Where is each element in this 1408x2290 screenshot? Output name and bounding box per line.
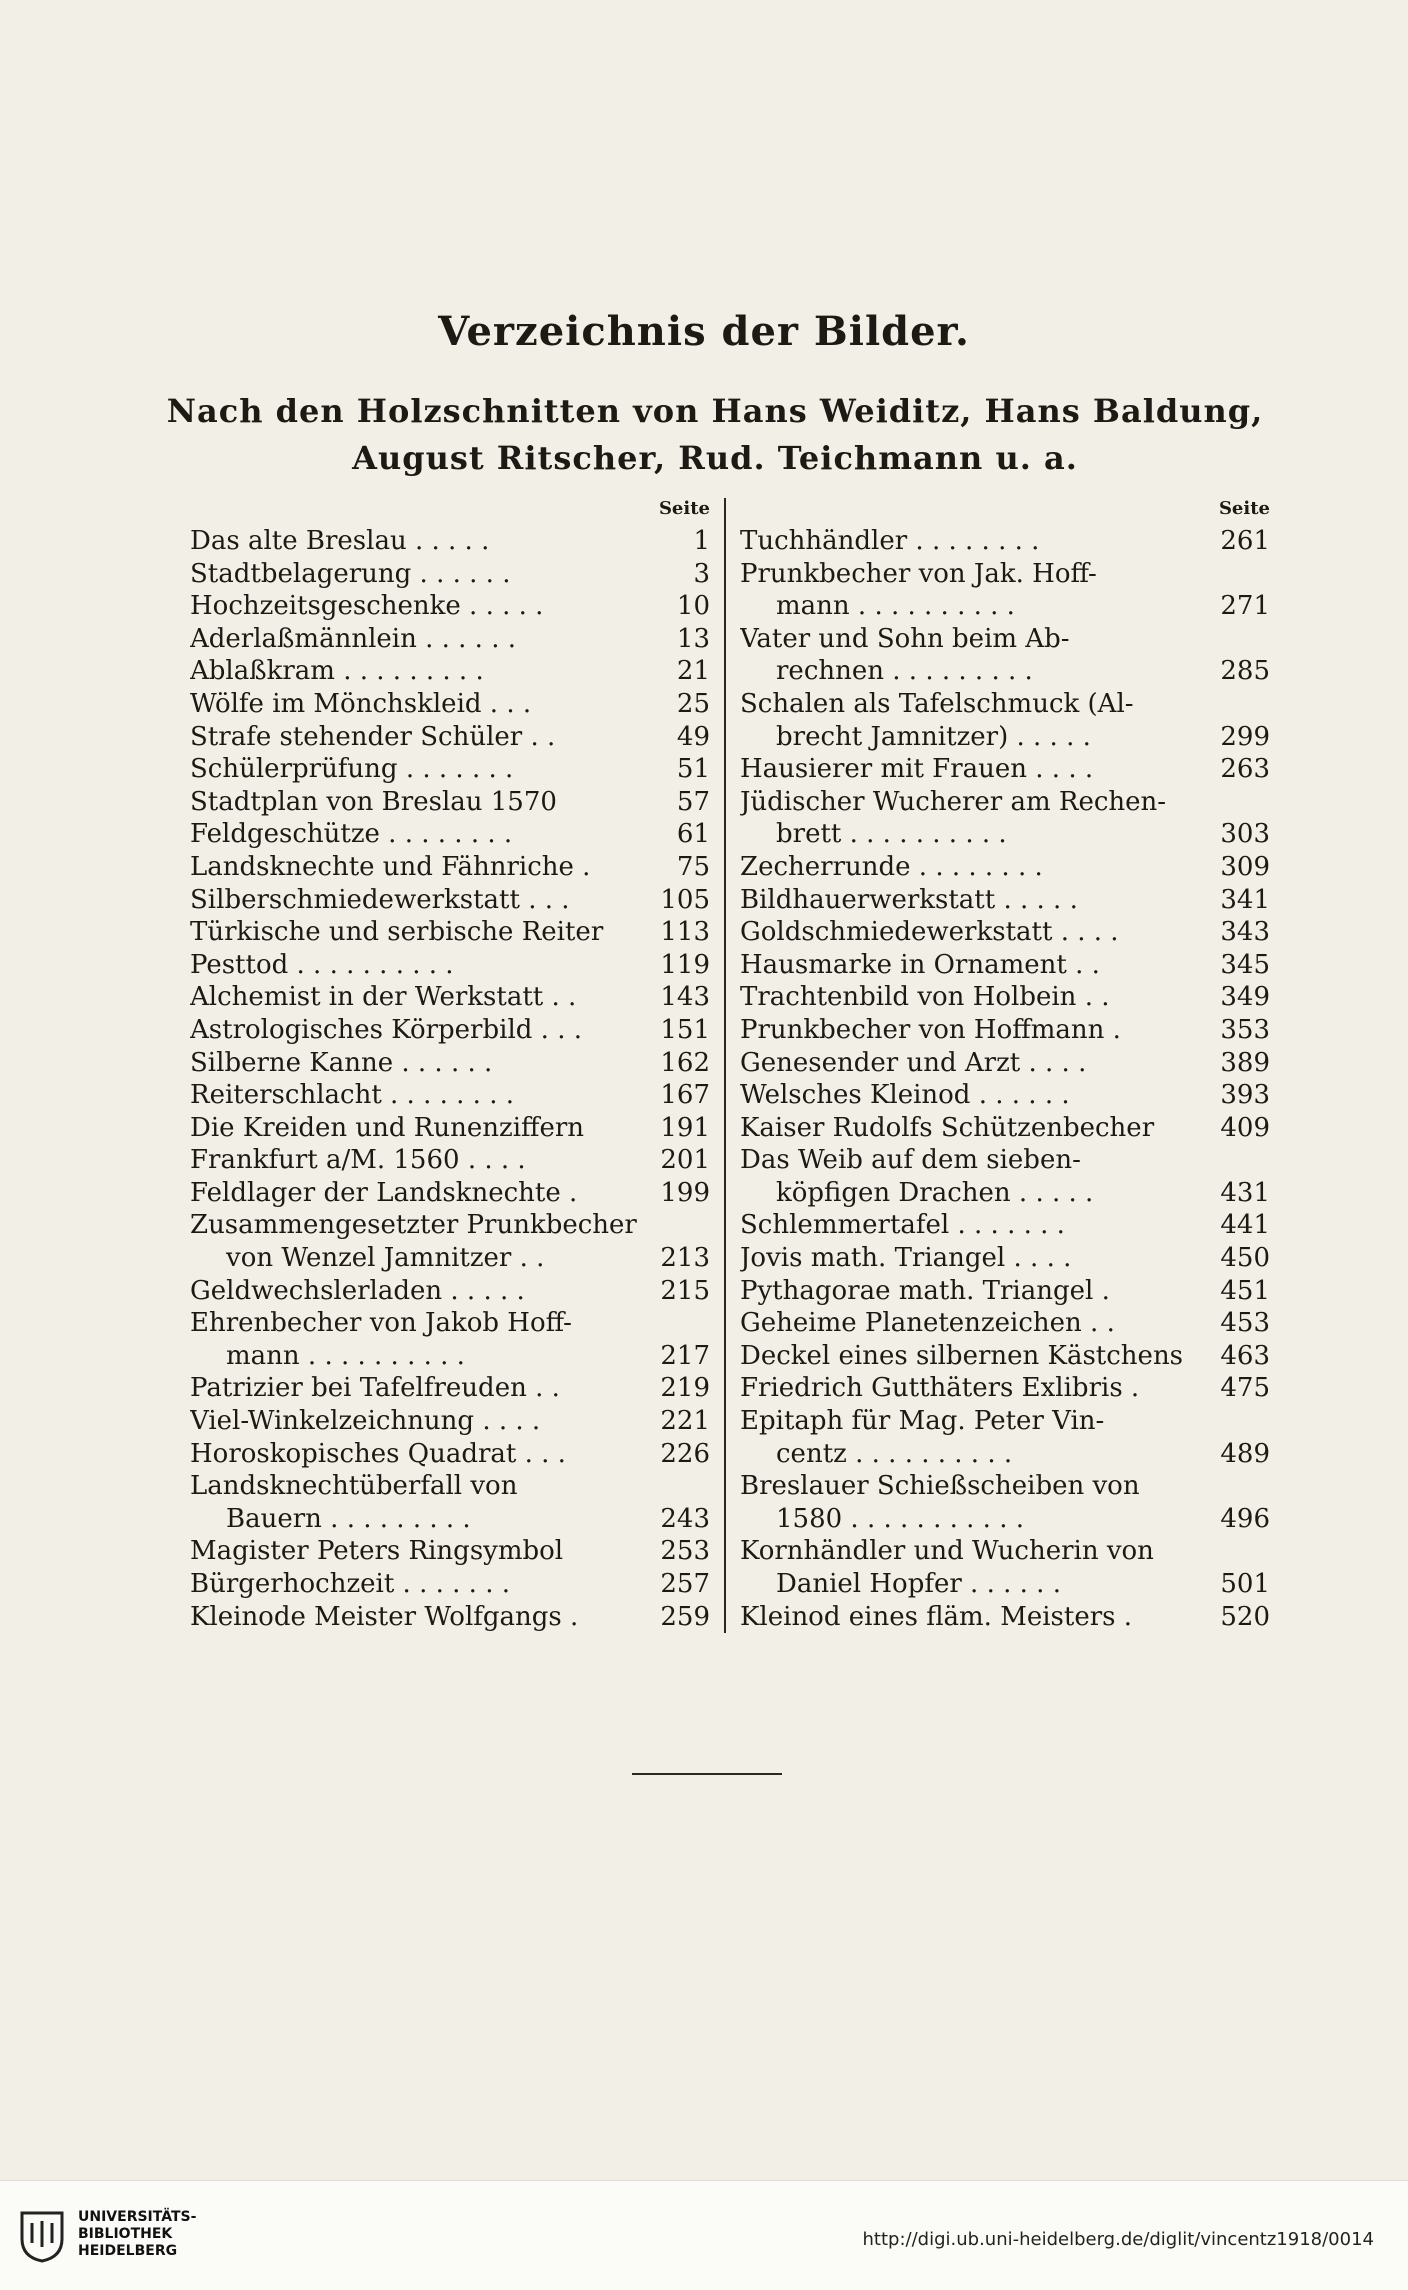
entry-page-number: 463 [1220,1340,1270,1371]
entry-page-number: 475 [1220,1373,1270,1404]
index-entry [190,624,710,657]
index-entry [740,1276,1270,1309]
source-url[interactable]: http://digi.ub.uni-heidelberg.de/diglit/vincentz1918/0014 [862,2229,1374,2250]
entry-page-number: 151 [660,1014,710,1045]
index-entry [190,819,710,852]
entry-page-number: 13 [676,623,710,654]
index-entry [190,1243,710,1276]
entry-title: Ehrenbecher von Jakob Hoff- [190,1308,572,1339]
entry-page-number: 25 [676,688,710,719]
entry-title: Aderlaßmännlein . . . . . . [190,623,517,654]
entry-title: Bürgerhochzeit . . . . . . . [190,1569,510,1599]
entry-page-number: 213 [660,1243,710,1274]
entry-title: Prunkbecher von Hoffmann . [740,1014,1121,1045]
index-entry [740,1145,1270,1178]
entry-page-number: 1 [693,526,710,556]
right-entry-list [740,526,1270,1634]
page-title: Verzeichnis der Bilder. [438,308,970,355]
entry-title: Geldwechslerladen . . . . . [190,1275,525,1306]
index-entry [190,1439,710,1472]
entry-title: Reiterschlacht . . . . . . . . [190,1080,514,1111]
entry-title: Landsknechtüberfall von [190,1471,518,1502]
left-page-header: Seite [658,498,710,519]
entry-page-number: 496 [1220,1503,1270,1534]
index-entry [190,1373,710,1406]
entry-page-number: 271 [1220,591,1270,622]
entry-page-number: 341 [1220,884,1270,915]
entry-title: Pythagorae math. Triangel . [740,1275,1110,1306]
entry-title: Hochzeitsgeschenke . . . . . [190,591,544,622]
entry-page-number: 167 [660,1080,710,1111]
entry-title: Horoskopisches Quadrat . . . [190,1438,566,1469]
logo-line-1: UNIVERSITÄTS- [78,2209,197,2225]
entry-title: Schülerprüfung . . . . . . . [190,754,514,785]
index-entry [740,1210,1270,1243]
index-entry [190,689,710,722]
entry-title: Landsknechte und Fähnriche . [190,851,591,882]
entry-title: Tuchhändler . . . . . . . . [740,526,1040,556]
index-entry [190,1602,710,1635]
entry-title: Silberne Kanne . . . . . . [190,1047,493,1078]
index-entry [740,1373,1270,1406]
entry-title: Hausmarke in Ornament . . [740,949,1100,980]
entry-title: Patrizier bei Tafelfreuden . . [190,1373,560,1404]
entry-page-number: 243 [660,1503,710,1534]
entry-page-number: 263 [1220,754,1270,785]
entry-page-number: 409 [1220,1112,1270,1143]
index-entry [190,1113,710,1146]
entry-page-number: 162 [660,1047,710,1078]
subtitle-line-2: August Ritscher, Rud. Teichmann u. a. [352,439,1078,477]
entry-page-number: 199 [660,1177,710,1208]
index-entry [740,1243,1270,1276]
index-entry [740,982,1270,1015]
entry-page-number: 143 [660,982,710,1013]
index-entry [190,1080,710,1113]
entry-page-number: 441 [1220,1210,1270,1241]
entry-page-number: 259 [660,1601,710,1632]
left-index-column [190,498,710,1634]
entry-page-number: 345 [1220,949,1270,980]
index-entry [740,1504,1270,1537]
index-entry [740,787,1270,820]
entry-title: brecht Jamnitzer) . . . . . [776,721,1091,752]
entry-page-number: 75 [676,851,710,882]
entry-page-number: 49 [676,721,710,752]
entry-title: Breslauer Schießscheiben von [740,1471,1140,1502]
index-entry [190,656,710,689]
index-entry [740,1178,1270,1211]
entry-page-number: 57 [676,786,710,817]
entry-page-number: 201 [660,1145,710,1176]
entry-title: Kleinod eines fläm. Meisters . [740,1601,1133,1632]
index-entry [190,526,710,559]
index-entry [190,917,710,950]
entry-page-number: 219 [660,1373,710,1404]
entry-page-number: 261 [1220,526,1270,556]
entry-page-number: 217 [660,1340,710,1371]
entry-title: Deckel eines silbernen Kästchens [740,1340,1184,1371]
subtitle-line-1: Nach den Holzschnitten von Hans Weiditz, Hans Baldung, [166,392,1264,430]
entry-title: Schlemmertafel . . . . . . . [740,1210,1065,1241]
entry-page-number: 21 [676,656,710,687]
entry-title: Frankfurt a/M. 1560 . . . . [190,1145,526,1176]
index-entry [740,559,1270,592]
entry-page-number: 3 [693,558,710,589]
index-entry [740,1015,1270,1048]
index-entry [190,1048,710,1081]
entry-page-number: 303 [1220,819,1270,850]
column-divider [724,498,726,1633]
index-entry [740,852,1270,885]
entry-title: Das Weib auf dem sieben- [740,1145,1081,1176]
entry-title: Genesender und Arzt . . . . [740,1047,1087,1078]
index-entry [190,1406,710,1439]
index-entry [190,1504,710,1537]
index-entry [190,1145,710,1178]
index-entry [190,1308,710,1341]
library-logo-text [78,2209,196,2260]
entry-title: von Wenzel Jamnitzer . . [226,1243,545,1274]
index-entry [190,591,710,624]
index-entry [740,1536,1270,1569]
closing-rule [632,1773,782,1775]
entry-title: Viel-Winkelzeichnung . . . . [190,1406,541,1437]
entry-title: Daniel Hopfer . . . . . . [776,1569,1061,1599]
entry-page-number: 299 [1220,721,1270,752]
index-entry [740,1569,1270,1602]
index-entry [740,1048,1270,1081]
entry-title: 1580 . . . . . . . . . . . [776,1503,1024,1534]
entry-title: Hausierer mit Frauen . . . . [740,754,1094,785]
index-entry [190,1276,710,1309]
entry-title: Feldlager der Landsknechte . [190,1177,578,1208]
index-entry [190,1015,710,1048]
index-entry [740,526,1270,559]
entry-title: Astrologisches Körperbild . . . [190,1014,582,1045]
entry-page-number: 105 [660,884,710,915]
index-entry [740,1341,1270,1374]
index-entry [740,1471,1270,1504]
entry-page-number: 393 [1220,1080,1270,1111]
entry-title: Türkische und serbische Reiter [190,917,604,948]
logo-line-2: BIBLIOTHEK [78,2226,173,2242]
index-entry [740,689,1270,722]
index-entry [190,559,710,592]
index-entry [740,1113,1270,1146]
index-entry [740,1406,1270,1439]
entry-page-number: 520 [1220,1601,1270,1632]
entry-title: centz . . . . . . . . . . [776,1438,1013,1469]
entry-page-number: 61 [676,819,710,850]
entry-title: Zusammengesetzter Prunkbecher [190,1210,637,1241]
entry-title: Jovis math. Triangel . . . . [740,1243,1072,1274]
entry-page-number: 501 [1220,1569,1270,1599]
index-entry [190,885,710,918]
entry-title: Das alte Breslau . . . . . [190,526,490,556]
entry-title: mann . . . . . . . . . . [776,591,1015,622]
entry-title: Welsches Kleinod . . . . . . [740,1080,1070,1111]
entry-page-number: 431 [1220,1177,1270,1208]
right-page-header: Seite [1218,498,1270,519]
index-entry [740,885,1270,918]
index-entry [740,722,1270,755]
entry-page-number: 453 [1220,1308,1270,1339]
entry-title: Stadtplan von Breslau 1570 [190,786,557,817]
entry-page-number: 51 [676,754,710,785]
index-entry [190,1536,710,1569]
index-entry [740,591,1270,624]
index-entry [740,754,1270,787]
logo-line-3: HEIDELBERG [78,2243,178,2259]
entry-title: Jüdischer Wucherer am Rechen- [740,786,1167,817]
index-entry [190,722,710,755]
index-entry [740,1308,1270,1341]
index-entry [190,950,710,983]
index-entry [740,624,1270,657]
entry-title: Stadtbelagerung . . . . . . [190,558,511,589]
index-entry [190,787,710,820]
entry-title: Alchemist in der Werkstatt . . [190,982,577,1013]
entry-page-number: 285 [1220,656,1270,687]
entry-title: Kaiser Rudolfs Schützenbecher [740,1112,1155,1143]
index-entry [190,754,710,787]
entry-page-number: 389 [1220,1047,1270,1078]
entry-title: Vater und Sohn beim Ab- [740,623,1070,654]
entry-title: Friedrich Gutthäters Exlibris . [740,1373,1140,1404]
index-entry [190,1471,710,1504]
library-footer [0,2180,1408,2290]
index-entry [190,852,710,885]
entry-page-number: 343 [1220,917,1270,948]
entry-title: Feldgeschütze . . . . . . . . [190,819,513,850]
entry-title: Silberschmiedewerkstatt . . . [190,884,570,915]
entry-title: Epitaph für Mag. Peter Vin- [740,1406,1105,1437]
entry-title: Goldschmiedewerkstatt . . . . [740,917,1119,948]
entry-title: Die Kreiden und Runenziffern [190,1112,585,1143]
index-entry [740,819,1270,852]
entry-page-number: 489 [1220,1438,1270,1469]
entry-title: Bauern . . . . . . . . . [226,1503,471,1534]
entry-title: mann . . . . . . . . . . [226,1340,465,1371]
entry-title: Schalen als Tafelschmuck (Al- [740,688,1134,719]
entry-page-number: 215 [660,1275,710,1306]
entry-title: Geheime Planetenzeichen . . [740,1308,1115,1339]
entry-page-number: 253 [660,1536,710,1567]
entry-page-number: 191 [660,1112,710,1143]
entry-page-number: 226 [660,1438,710,1469]
entry-title: rechnen . . . . . . . . . [776,656,1033,687]
index-entry [190,1210,710,1243]
entry-page-number: 450 [1220,1243,1270,1274]
entry-title: brett . . . . . . . . . . [776,819,1007,850]
index-entry [740,1080,1270,1113]
index-entry [190,1341,710,1374]
entry-title: Zecherrunde . . . . . . . . [740,851,1043,882]
entry-title: Ablaßkram . . . . . . . . . [190,656,484,687]
entry-title: Trachtenbild von Holbein . . [740,982,1110,1013]
index-entry [740,1602,1270,1635]
index-entry [740,917,1270,950]
entry-page-number: 349 [1220,982,1270,1013]
entry-title: köpfigen Drachen . . . . . [776,1177,1094,1208]
entry-title: Wölfe im Mönchskleid . . . [190,688,532,719]
entry-title: Magister Peters Ringsymbol [190,1536,564,1567]
index-entry [190,982,710,1015]
entry-page-number: 113 [660,917,710,948]
entry-page-number: 353 [1220,1014,1270,1045]
index-entry [190,1569,710,1602]
right-index-column [740,498,1270,1634]
index-entry [740,950,1270,983]
entry-page-number: 309 [1220,851,1270,882]
left-entry-list [190,526,710,1634]
university-seal-icon [18,2209,66,2263]
entry-page-number: 119 [660,949,710,980]
entry-title: Strafe stehender Schüler . . [190,721,556,752]
entry-title: Kleinode Meister Wolfgangs . [190,1601,579,1632]
index-entry [190,1178,710,1211]
entry-title: Prunkbecher von Jak. Hoff- [740,558,1097,589]
entry-page-number: 10 [676,591,710,622]
index-entry [740,656,1270,689]
entry-page-number: 257 [660,1569,710,1599]
index-entry [740,1439,1270,1472]
entry-title: Pesttod . . . . . . . . . . [190,949,454,980]
entry-page-number: 221 [660,1406,710,1437]
entry-page-number: 451 [1220,1275,1270,1306]
entry-title: Kornhändler und Wucherin von [740,1536,1154,1567]
entry-title: Bildhauerwerkstatt . . . . . [740,884,1078,915]
